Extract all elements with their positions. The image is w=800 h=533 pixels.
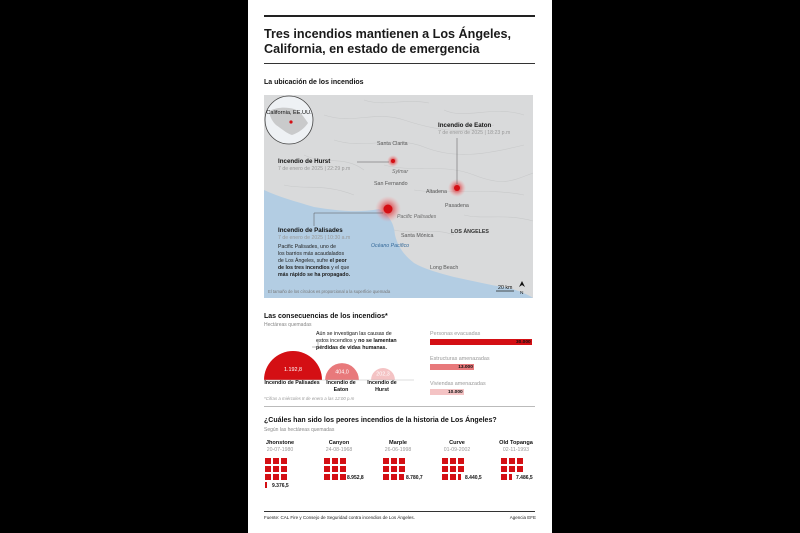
history-square — [383, 458, 389, 464]
hurst-fire-marker — [391, 159, 395, 163]
eaton-fire-name: Incendio de Eaton — [438, 122, 492, 129]
palisades-fire-date: 7 de enero de 2025 | 10:30 a.m — [278, 235, 351, 241]
city-pasadena: Pasadena — [445, 203, 469, 209]
history-square — [281, 458, 287, 464]
history-square — [509, 458, 515, 464]
source-note: Fuente: CAL Fire y Consejo de Seguridad contra incendios de Los Ángeles. — [264, 515, 415, 520]
callout-leader — [312, 339, 318, 347]
history-square — [340, 466, 346, 472]
history-heading: ¿Cuáles han sido los peores incendios de la historia de Los Ángeles? — [264, 417, 497, 424]
agency-credit: Agencia EFE — [509, 515, 536, 520]
hurst-fire-name: Incendio de Hurst — [278, 158, 331, 165]
history-square — [450, 458, 456, 464]
consequences-callout: Aún se investigan las causas de estos incendios y no se lamentan pérdidas de vidas humanas. — [316, 331, 397, 351]
city-san-fernando: San Fernando — [374, 181, 408, 187]
history-fire-value-2: 8.780,7 — [406, 475, 423, 481]
top-rule — [264, 15, 535, 17]
history-square — [458, 466, 464, 472]
history-square — [442, 458, 448, 464]
history-square — [450, 474, 456, 480]
section-rule — [264, 406, 535, 407]
history-square — [265, 458, 271, 464]
history-square — [391, 466, 397, 472]
history-partial-square — [265, 482, 267, 488]
consequences-footnote: *Cifras a miércoles 8 de enero a las 12:00 p.m — [264, 396, 355, 401]
history-square — [399, 458, 405, 464]
history-fire-date-1: 24-08-1968 — [325, 447, 353, 453]
history-fire-name-2: Marple — [388, 440, 408, 446]
city-santa-monica: Santa Mónica — [401, 233, 434, 239]
history-square — [324, 474, 330, 480]
history-square — [332, 466, 338, 472]
palisades-fire-marker — [384, 205, 393, 214]
north-label: N — [520, 291, 524, 296]
consequences-heading: Las consecuencias de los incendios* — [264, 313, 388, 320]
history-square — [517, 458, 523, 464]
note-line-2: los barrios más acaudalados — [278, 251, 345, 257]
bar-label-evacuated: Personas evacuadas — [430, 331, 481, 337]
city-pacific-palisades: Pacific Palisades — [397, 214, 437, 220]
title-rule — [264, 63, 535, 64]
history-square — [273, 474, 279, 480]
history-square — [509, 466, 515, 472]
history-fire-value-3: 8.440,5 — [465, 475, 482, 481]
history-square — [383, 466, 389, 472]
history-partial-square — [509, 474, 512, 480]
history-fire-date-2: 26-06-1998 — [384, 447, 412, 453]
bar-value-homes: 10.000 — [448, 389, 463, 395]
inset-label: California, EE.UU. — [266, 110, 312, 116]
history-square — [281, 466, 287, 472]
history-square — [324, 458, 330, 464]
history-square — [501, 474, 507, 480]
note-line-5: más rápido se ha propagado. — [278, 272, 351, 278]
city-sylmar: Sylmar — [392, 169, 409, 175]
map-footnote: El tamaño de los círculos es proporcional a la superficie quemada — [268, 289, 391, 294]
history-fire-date-0: 20-07-1980 — [266, 447, 294, 453]
history-fire-name-1: Canyon — [328, 440, 350, 446]
city-los-angeles: LOS ÁNGELES — [451, 229, 489, 235]
city-long-beach: Long Beach — [430, 265, 459, 271]
history-square — [332, 458, 338, 464]
history-fire-value-0: 9.376,5 — [272, 483, 289, 489]
history-fire-name-3: Curve — [449, 440, 465, 446]
history-square — [273, 466, 279, 472]
history-square — [265, 466, 271, 472]
history-square — [450, 466, 456, 472]
history-pictogram — [248, 436, 552, 506]
history-fire-name-4: Old Topanga — [499, 440, 533, 446]
bar-label-structures: Estructuras amenazadas — [430, 356, 490, 362]
bubble-label-eaton: Incendio de Eaton — [326, 380, 356, 393]
bar-value-evacuated: 30.000 — [516, 339, 531, 345]
eaton-fire-marker — [454, 185, 460, 191]
history-partial-square — [458, 474, 461, 480]
history-square — [517, 466, 523, 472]
history-fire-value-4: 7.486,5 — [516, 475, 533, 481]
impact-bar-chart — [430, 331, 540, 403]
history-square — [442, 474, 448, 480]
history-square — [391, 474, 397, 480]
bar-label-homes: Viviendas amenazadas — [430, 381, 486, 387]
eaton-fire-date: 7 de enero de 2025 | 18:23 p.m — [438, 130, 511, 136]
note-line-3: de Los Ángeles, sufre el peor — [278, 258, 347, 264]
city-altadena: Altadena — [426, 189, 447, 195]
bubble-value-eaton: 404,0 — [335, 369, 349, 376]
palisades-fire-name: Incendio de Palisades — [278, 227, 343, 234]
history-fire-date-3: 01-09-2002 — [443, 447, 471, 453]
city-santa-clarita: Santa Clarita — [377, 141, 408, 147]
history-square — [391, 458, 397, 464]
inset-marker — [289, 120, 292, 123]
bubble-label-hurst: Incendio de Hurst — [367, 380, 397, 393]
footer-rule — [264, 511, 535, 512]
history-square — [265, 474, 271, 480]
history-fire-name-0: Jhonstone — [265, 440, 295, 446]
note-line-4: de los tres incendios y el que — [278, 265, 350, 271]
ocean-label: Océano Pacífico — [371, 243, 410, 249]
bar-value-structures: 13.000 — [458, 364, 473, 370]
history-square — [501, 466, 507, 472]
history-square — [273, 458, 279, 464]
infographic-sheet — [248, 0, 552, 533]
scale-label: 20 km — [498, 285, 513, 291]
history-square — [399, 466, 405, 472]
history-fire-value-1: 8.952,8 — [347, 475, 364, 481]
history-square — [501, 458, 507, 464]
fire-location-map — [264, 95, 533, 298]
history-square — [340, 458, 346, 464]
map-heading: La ubicación de los incendios — [264, 79, 364, 86]
bubble-label-palisades: Incendio de Palisades — [264, 380, 320, 386]
history-square — [332, 474, 338, 480]
history-partial-square — [399, 474, 404, 480]
history-square — [324, 466, 330, 472]
bubble-value-palisades: 1.192,8 — [284, 367, 302, 373]
history-square — [383, 474, 389, 480]
history-square — [281, 474, 287, 480]
history-subheading: Según las hectáreas quemadas — [264, 427, 335, 433]
note-line-1: Pacific Palisades, uno de — [278, 244, 336, 250]
history-fire-date-4: 02-11-1993 — [502, 447, 530, 453]
map-svg — [264, 95, 533, 298]
consequences-subheading: Hectáreas quemadas — [264, 322, 312, 328]
history-square — [442, 466, 448, 472]
hurst-fire-date: 7 de enero de 2025 | 22:29 p.m — [278, 166, 351, 172]
page-title: Tres incendios mantienen a Los Ángeles, California, en estado de emergencia — [264, 27, 512, 56]
history-square — [458, 458, 464, 464]
bubble-chart — [264, 335, 424, 381]
history-partial-square — [340, 474, 346, 480]
bubble-value-hurst: 202,3 — [376, 371, 390, 378]
bubble-palisades — [264, 351, 322, 380]
